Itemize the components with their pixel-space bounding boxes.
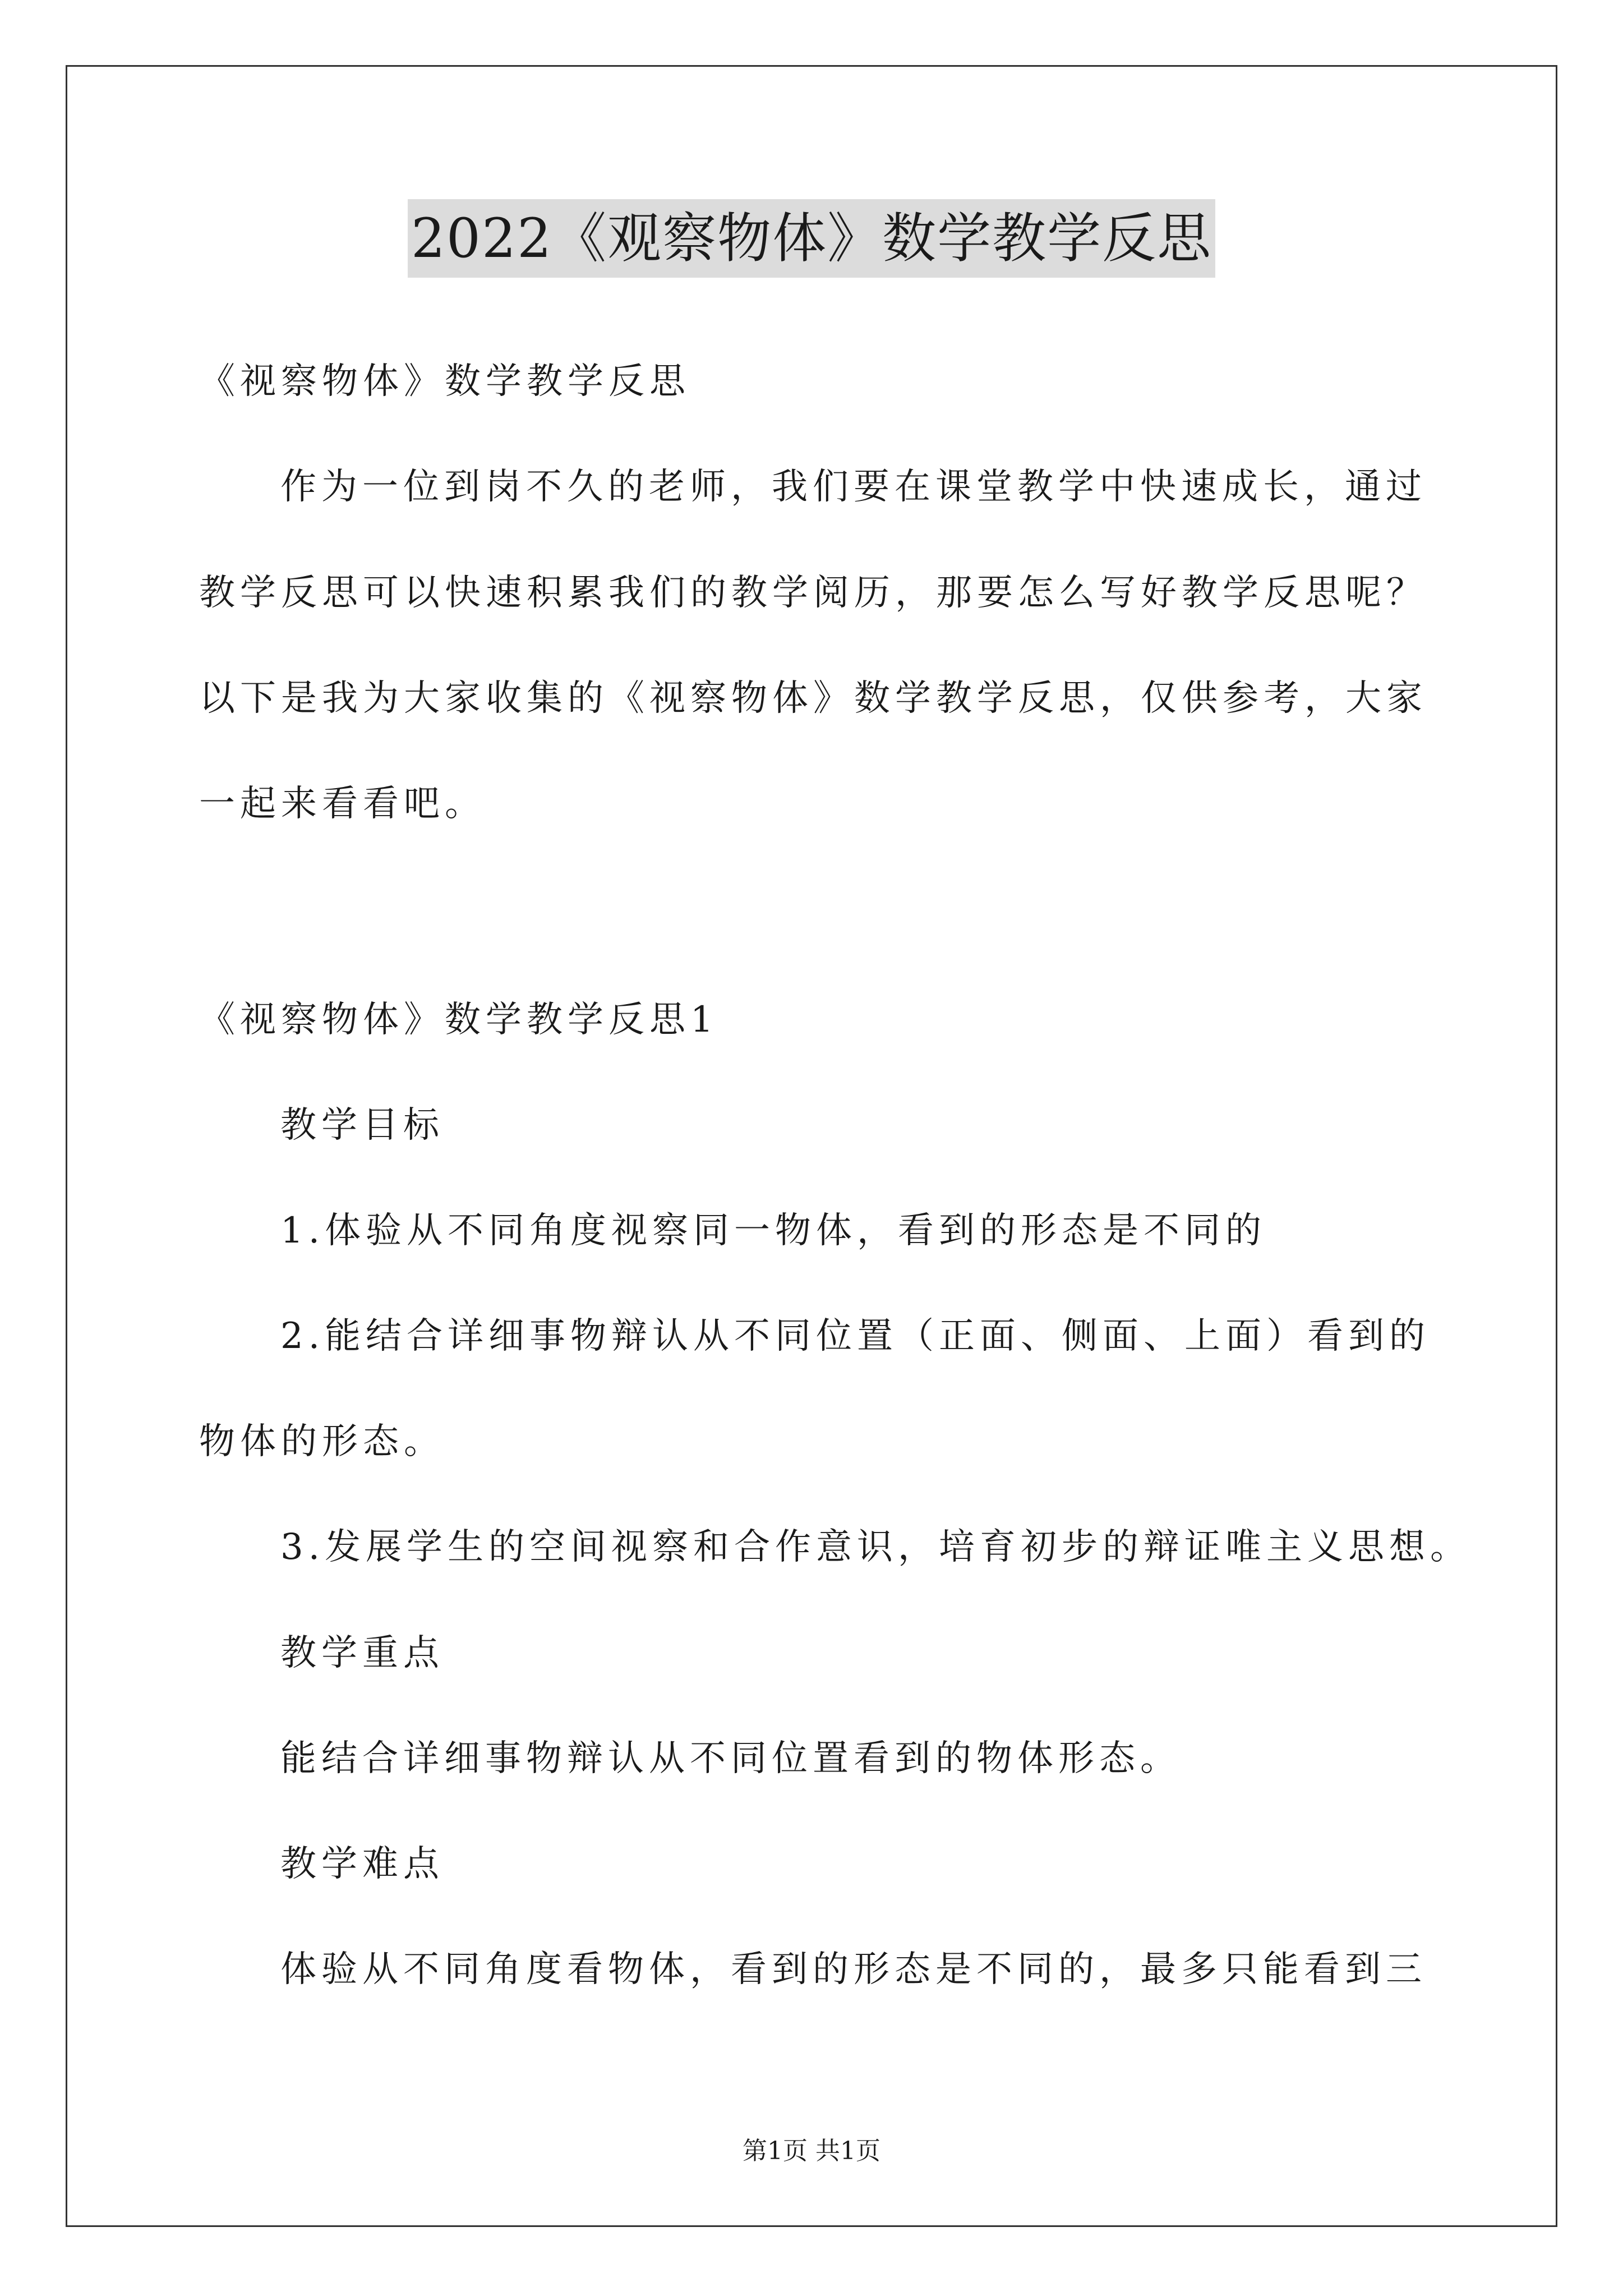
paragraph-line: 教学反思可以快速积累我们的教学阅历，那要怎么写好教学反思呢？ [199, 572, 1427, 614]
paragraph-line: 一起来看看吧。 [199, 783, 486, 825]
list-item-continuation: 物体的形态。 [199, 1421, 445, 1462]
document-title [0, 199, 1623, 278]
page-footer: 第1页 共1页 [743, 2137, 880, 2165]
subheading: 教学难点 [280, 1843, 444, 1885]
subheading: 教学目标 [280, 1105, 444, 1146]
paragraph-line: 以下是我为大家收集的《视察物体》数学教学反思，仅供参考，大家 [199, 678, 1427, 719]
paragraph-line: 能结合详细事物辩认从不同位置看到的物体形态。 [280, 1738, 1181, 1779]
list-item: 2.能结合详细事物辩认从不同位置（正面、侧面、上面）看到的 [280, 1315, 1431, 1357]
list-item: 3.发展学生的空间视察和合作意识，培育初步的辩证唯主义思想。 [280, 1526, 1472, 1568]
paragraph-line: 作为一位到岗不久的老师，我们要在课堂教学中快速成长，通过 [280, 466, 1427, 508]
subtitle-line: 《视察物体》数学教学反思 [199, 361, 690, 402]
document-title-text: 2022《观察物体》数学教学反思 [408, 199, 1215, 278]
list-item: 1.体验从不同角度视察同一物体，看到的形态是不同的 [280, 1210, 1267, 1251]
subheading: 教学重点 [280, 1632, 444, 1674]
section-heading: 《视察物体》数学教学反思1 [199, 999, 718, 1041]
paragraph-line: 体验从不同角度看物体，看到的形态是不同的，最多只能看到三 [280, 1949, 1427, 1990]
